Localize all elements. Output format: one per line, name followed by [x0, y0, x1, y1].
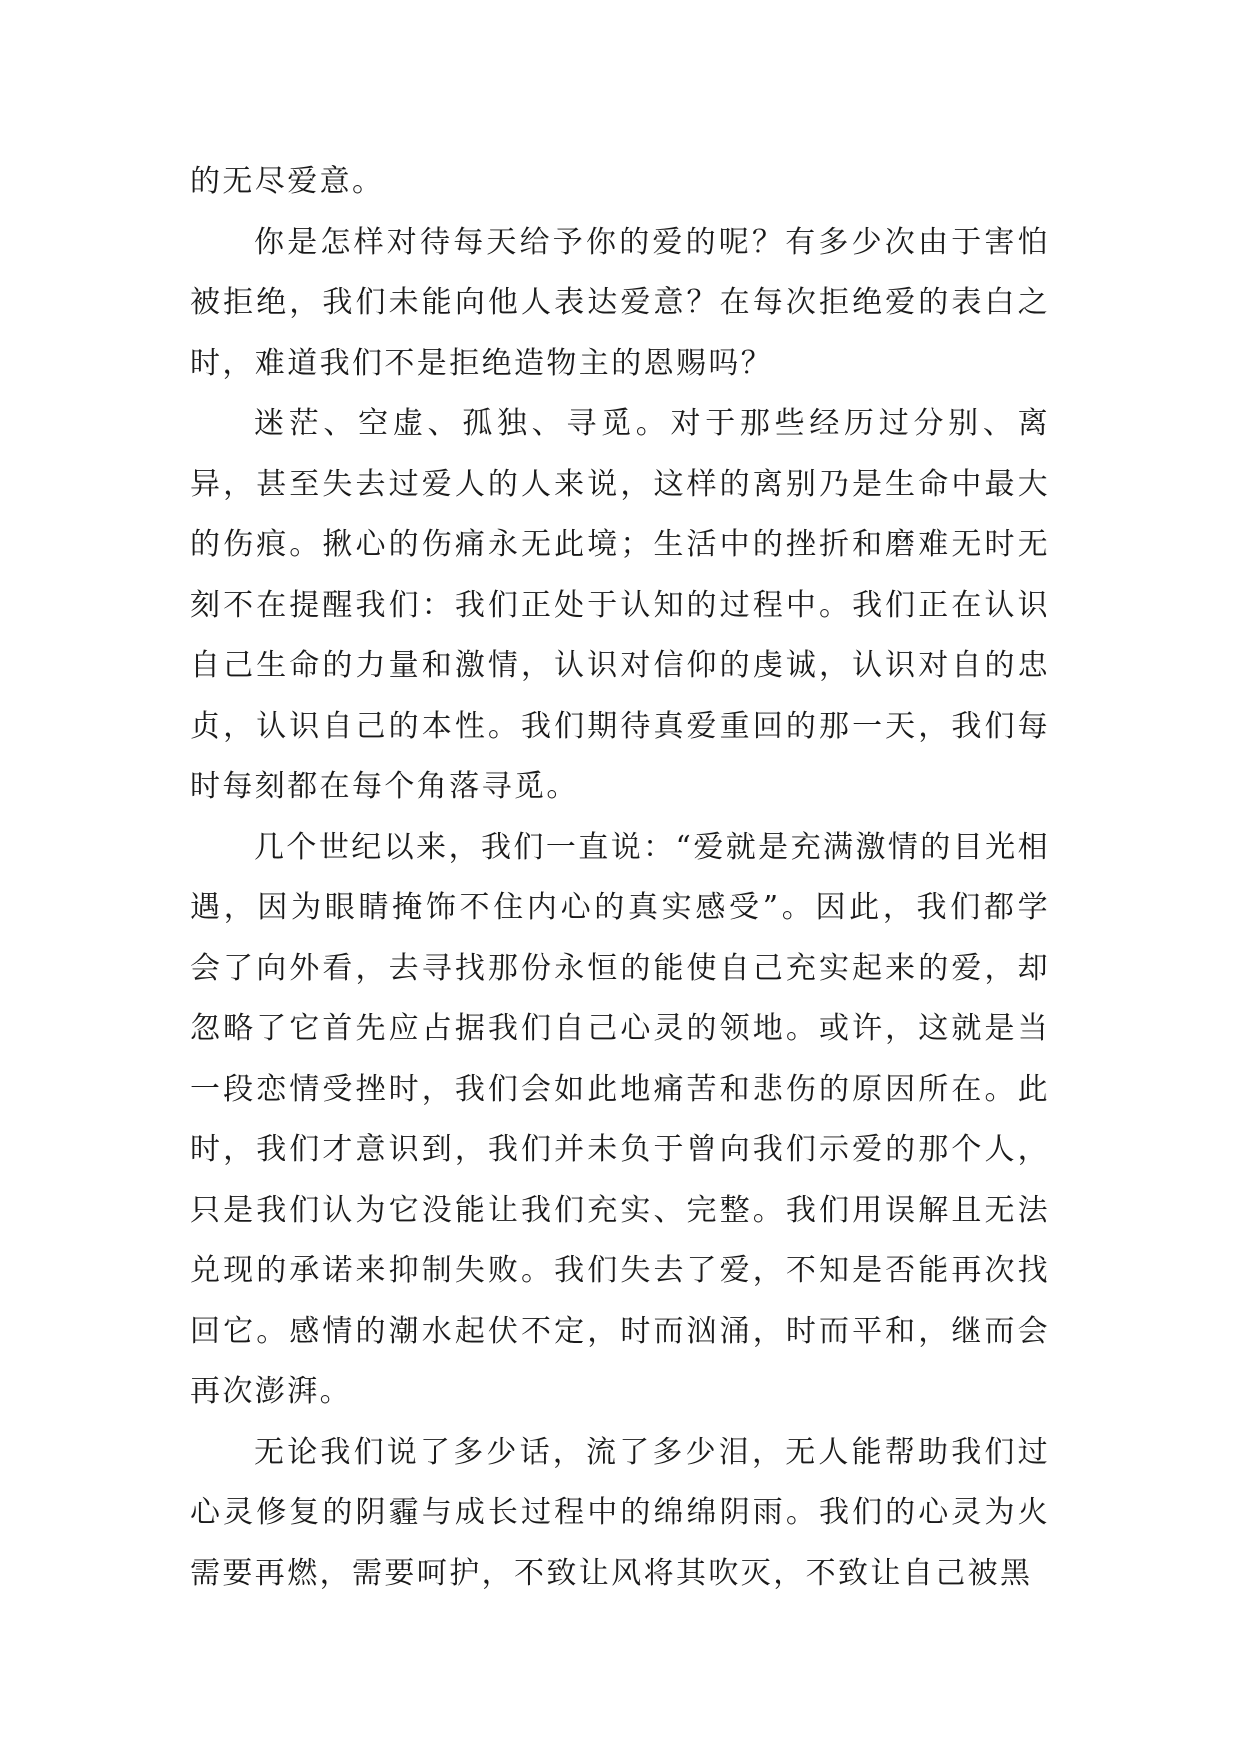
paragraph-continuation: 的无尽爱意。	[190, 164, 385, 199]
paragraph: 迷茫、空虚、孤独、寻觅。对于那些经历过分别、离异，甚至失去过爱人的人来说，这样的离别乃是生命中最大的伤痕。揪心的伤痛永无此境；生活中的挫折和磨难无时无刻不在提醒我们：我们正处于认知的过程中。我们正在认识自己生命的力量和激情，认识对信仰的虔诚，认识对自的忠贞，认识自己的本性。我们期待真爱重回的那一天，我们每时每刻都在每个角落寻觅。	[190, 406, 1050, 804]
paragraph: 无论我们说了多少话，流了多少泪，无人能帮助我们过心灵修复的阴霾与成长过程中的绵绵阴雨。我们的心灵为火需要再燃，需要呵护，不致让风将其吹灭，不致让自己被黑	[190, 1434, 1050, 1591]
paragraph: 几个世纪以来，我们一直说：“爱就是充满激情的目光相遇，因为眼睛掩饰不住内心的真实感受”。因此，我们都学会了向外看，去寻找那份永恒的能使自己充实起来的爱，却忽略了它首先应占据我们自己心灵的领地。或许，这就是当一段恋情受挫时，我们会如此地痛苦和悲伤的原因所在。此时，我们才意识到，我们并未负于曾向我们示爱的那个人，只是我们认为它没能让我们充实、完整。我们用误解且无法兑现的承诺来抑制失败。我们失去了爱，不知是否能再次找回它。感情的潮水起伏不定，时而汹涌，时而平和，继而会再次澎湃。	[190, 829, 1050, 1409]
paragraph: 你是怎样对待每天给予你的爱的呢？有多少次由于害怕被拒绝，我们未能向他人表达爱意？在每次拒绝爱的表白之时，难道我们不是拒绝造物主的恩赐吗？	[190, 224, 1050, 381]
document-body	[190, 152, 1050, 1604]
